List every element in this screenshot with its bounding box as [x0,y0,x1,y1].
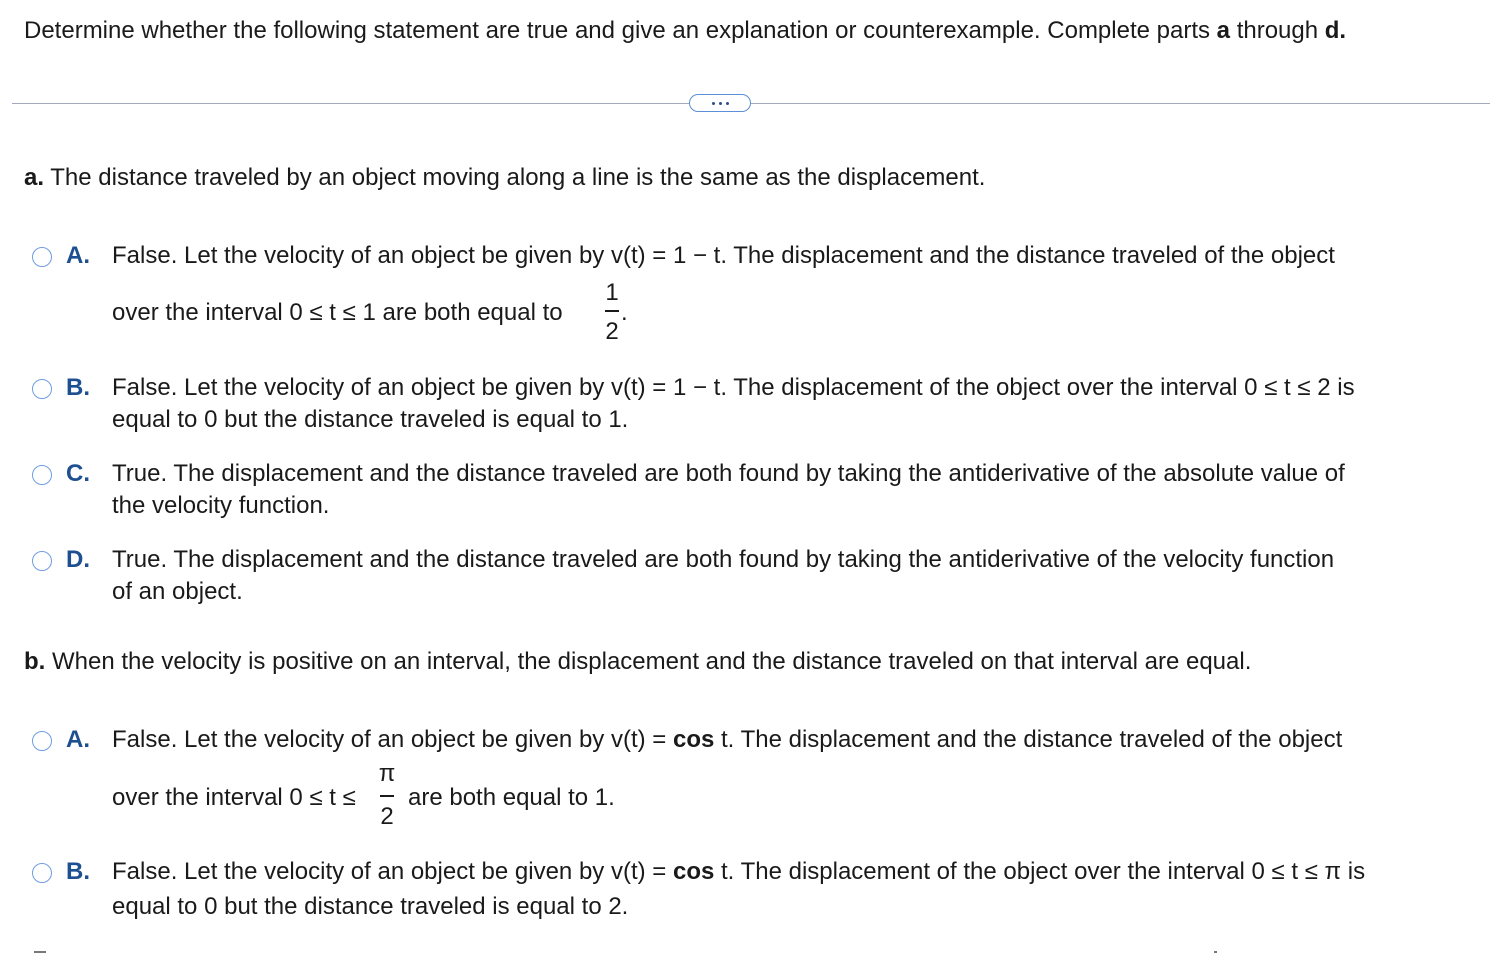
question-b [24,648,1251,676]
option-a-C-line2: the velocity function. [112,492,330,519]
dot-icon [726,102,729,105]
instructions-text: Determine whether the following statement are true and give an explanation or counterexample. Complete parts [24,17,1217,44]
option-a-C-line1: True. The displacement and the distance traveled are both found by taking the antiderivative of the absolute value of [112,460,1345,487]
radio-a-D[interactable] [32,551,52,571]
next-option-partial [1214,951,1217,953]
option-a-D-line2: of an object. [112,578,243,605]
radio-a-B[interactable] [32,379,52,399]
question-b-label: b. [24,648,46,675]
option-b-B-line1 [112,858,1365,886]
more-options-button[interactable] [689,94,751,112]
radio-b-B[interactable] [32,863,52,883]
option-letter: A. [66,242,90,269]
next-option-partial [34,951,46,953]
instructions [24,17,1346,45]
option-b-A-line1-post: t. The displacement and the distance traveled of the object [714,726,1343,753]
option-b-A-line1 [112,726,1342,754]
fraction-bar [605,310,619,312]
option-b-B-line2: equal to 0 but the distance traveled is equal to 2. [112,893,629,920]
fraction-numerator: 1 [605,279,619,306]
fraction-bar [380,795,394,797]
radio-b-A[interactable] [32,731,52,751]
option-b-A-line2-pre: over the interval 0 ≤ t ≤ [112,784,356,811]
option-letter: C. [66,460,90,487]
option-a-D-line1: True. The displacement and the distance traveled are both found by taking the antiderivative of the velocity function [112,546,1335,573]
option-b-A-line1-pre: False. Let the velocity of an object be given by v(t) = [112,726,673,753]
option-b-B-line1-post: t. The displacement of the object over the interval 0 ≤ t ≤ π is [714,858,1366,885]
option-letter: D. [66,546,90,573]
option-a-B-line2: equal to 0 but the distance traveled is equal to 1. [112,406,629,433]
fraction-denominator: 2 [380,803,394,830]
divider [12,103,1490,104]
option-a-A-period: . [621,299,628,326]
option-b-A-line2-post: are both equal to 1. [408,784,615,811]
fraction-denominator: 2 [605,318,619,345]
option-a-B-line1: False. Let the velocity of an object be given by v(t) = 1 − t. The displacement of the object over the interval 0 ≤ t ≤ 2 is [112,374,1355,401]
dot-icon [719,102,722,105]
fraction-numerator: π [378,760,396,787]
question-a [24,164,985,192]
radio-a-A[interactable] [32,247,52,267]
question-a-statement: The distance traveled by an object moving along a line is the same as the displacement. [50,164,986,191]
option-b-A-cos: cos [672,726,715,753]
question-b-statement: When the velocity is positive on an interval, the displacement and the distance traveled on that interval are equal. [52,648,1252,675]
option-letter: B. [66,374,90,401]
option-b-B-cos: cos [672,858,715,885]
radio-a-C[interactable] [32,465,52,485]
instructions-part-a: a [1216,17,1231,44]
option-letter: B. [66,858,90,885]
dot-icon [712,102,715,105]
instructions-part-d: d. [1324,17,1347,44]
instructions-through: through [1230,17,1325,44]
option-b-B-line1-pre: False. Let the velocity of an object be given by v(t) = [112,858,673,885]
option-a-A-line2: over the interval 0 ≤ t ≤ 1 are both equal to [112,299,563,326]
question-a-label: a. [24,164,45,191]
option-a-A-line1: False. Let the velocity of an object be given by v(t) = 1 − t. The displacement and the distance traveled of the object [112,242,1335,269]
option-letter: A. [66,726,90,753]
